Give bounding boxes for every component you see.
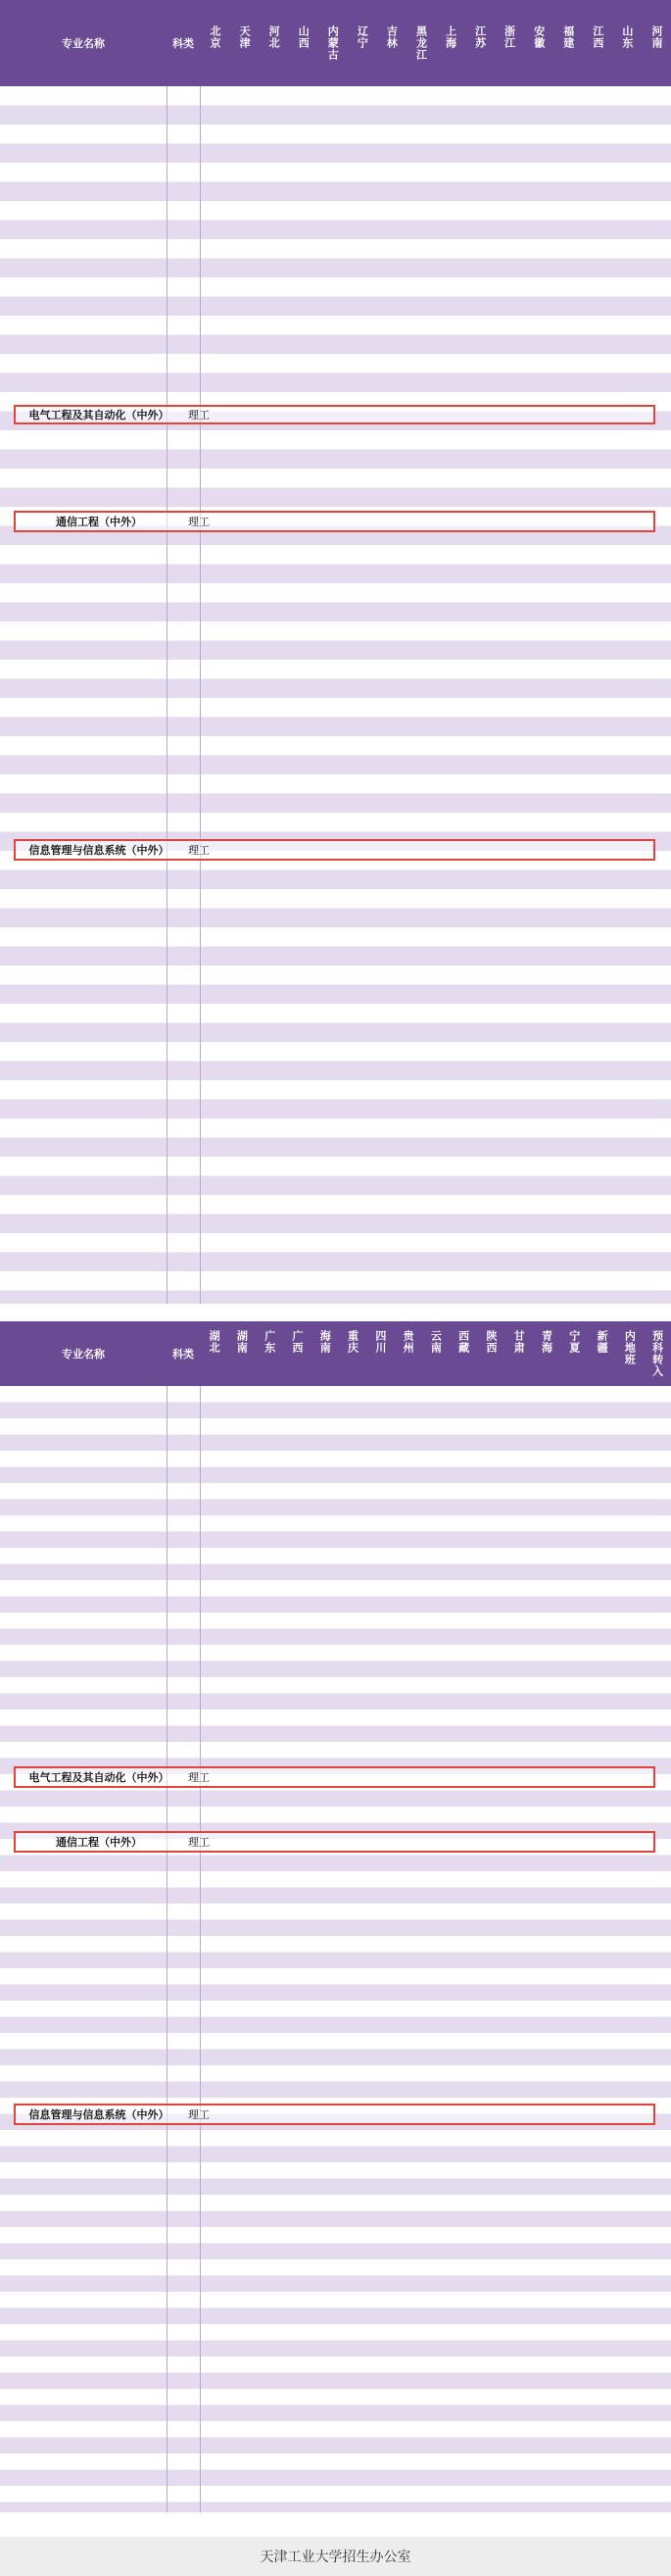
table1-body — [0, 86, 671, 1304]
highlighted-type: 理工 — [188, 1771, 210, 1784]
highlighted-major: 通信工程（中外） — [56, 516, 142, 528]
table2-header — [0, 1321, 671, 1386]
province-header: 广西 — [290, 1330, 304, 1354]
highlighted-type: 理工 — [188, 844, 210, 857]
province-header: 湖南 — [235, 1330, 249, 1354]
highlighted-row — [14, 839, 655, 861]
table2-row-stripes — [0, 1386, 671, 2512]
table1-row-stripes — [0, 86, 671, 1304]
province-header: 福建 — [561, 25, 575, 49]
province-header: 重庆 — [346, 1330, 359, 1354]
province-header: 上海 — [444, 25, 457, 49]
highlighted-row — [14, 405, 655, 424]
highlighted-major: 信息管理与信息系统（中外） — [28, 844, 169, 857]
province-header: 西藏 — [456, 1330, 470, 1354]
province-header: 四川 — [373, 1330, 387, 1354]
province-header: 山西 — [297, 25, 311, 49]
table1-province-headers — [200, 25, 671, 61]
province-header: 新疆 — [596, 1330, 609, 1354]
province-header: 浙江 — [503, 25, 516, 49]
highlighted-row — [14, 1766, 655, 1788]
province-header: 北京 — [209, 25, 222, 49]
footer: 天津工业大学招生办公室 — [0, 2537, 671, 2576]
highlighted-row — [14, 511, 655, 532]
province-header: 贵州 — [402, 1330, 415, 1354]
province-header: 河北 — [267, 25, 281, 49]
province-header: 黑龙江 — [414, 25, 428, 61]
highlighted-type: 理工 — [188, 516, 210, 528]
province-header: 湖北 — [208, 1330, 221, 1354]
highlighted-row — [14, 2104, 655, 2125]
province-header: 河南 — [649, 25, 663, 49]
province-header: 内地班 — [623, 1330, 637, 1365]
province-header: 陕西 — [484, 1330, 498, 1354]
table1-header — [0, 0, 671, 86]
column-divider — [200, 1386, 201, 2512]
highlighted-major: 信息管理与信息系统（中外） — [28, 2108, 169, 2121]
highlighted-row — [14, 1831, 655, 1853]
province-header: 江西 — [591, 25, 604, 49]
province-header: 辽宁 — [356, 25, 369, 49]
province-header: 江苏 — [473, 25, 487, 49]
province-header: 甘肃 — [512, 1330, 526, 1354]
province-header: 山东 — [620, 25, 634, 49]
province-header: 天津 — [238, 25, 252, 49]
province-header: 青海 — [540, 1330, 553, 1354]
table1-type-header: 科类 — [172, 37, 194, 50]
column-divider — [167, 86, 168, 1304]
highlighted-type: 理工 — [188, 1836, 210, 1849]
column-divider — [200, 86, 201, 1304]
table2-province-headers — [200, 1330, 671, 1377]
table2-major-header: 专业名称 — [62, 1348, 105, 1361]
province-header: 吉林 — [385, 25, 399, 49]
highlighted-major: 电气工程及其自动化（中外） — [28, 409, 169, 421]
province-header: 安徽 — [532, 25, 546, 49]
province-header: 宁夏 — [567, 1330, 581, 1354]
province-header: 预科转入 — [650, 1330, 664, 1377]
table2-type-header: 科类 — [172, 1348, 194, 1361]
province-header: 海南 — [318, 1330, 332, 1354]
table1-major-header: 专业名称 — [62, 37, 105, 50]
highlighted-type: 理工 — [188, 2108, 210, 2121]
enrollment-table-2 — [0, 1321, 671, 2512]
highlighted-major: 电气工程及其自动化（中外） — [28, 1771, 169, 1784]
table2-body — [0, 1386, 671, 2512]
column-divider — [167, 1386, 168, 2512]
province-header: 内蒙古 — [326, 25, 340, 61]
highlighted-major: 通信工程（中外） — [56, 1836, 142, 1849]
highlighted-type: 理工 — [188, 409, 210, 421]
province-header: 云南 — [429, 1330, 443, 1354]
province-header: 广东 — [263, 1330, 276, 1354]
